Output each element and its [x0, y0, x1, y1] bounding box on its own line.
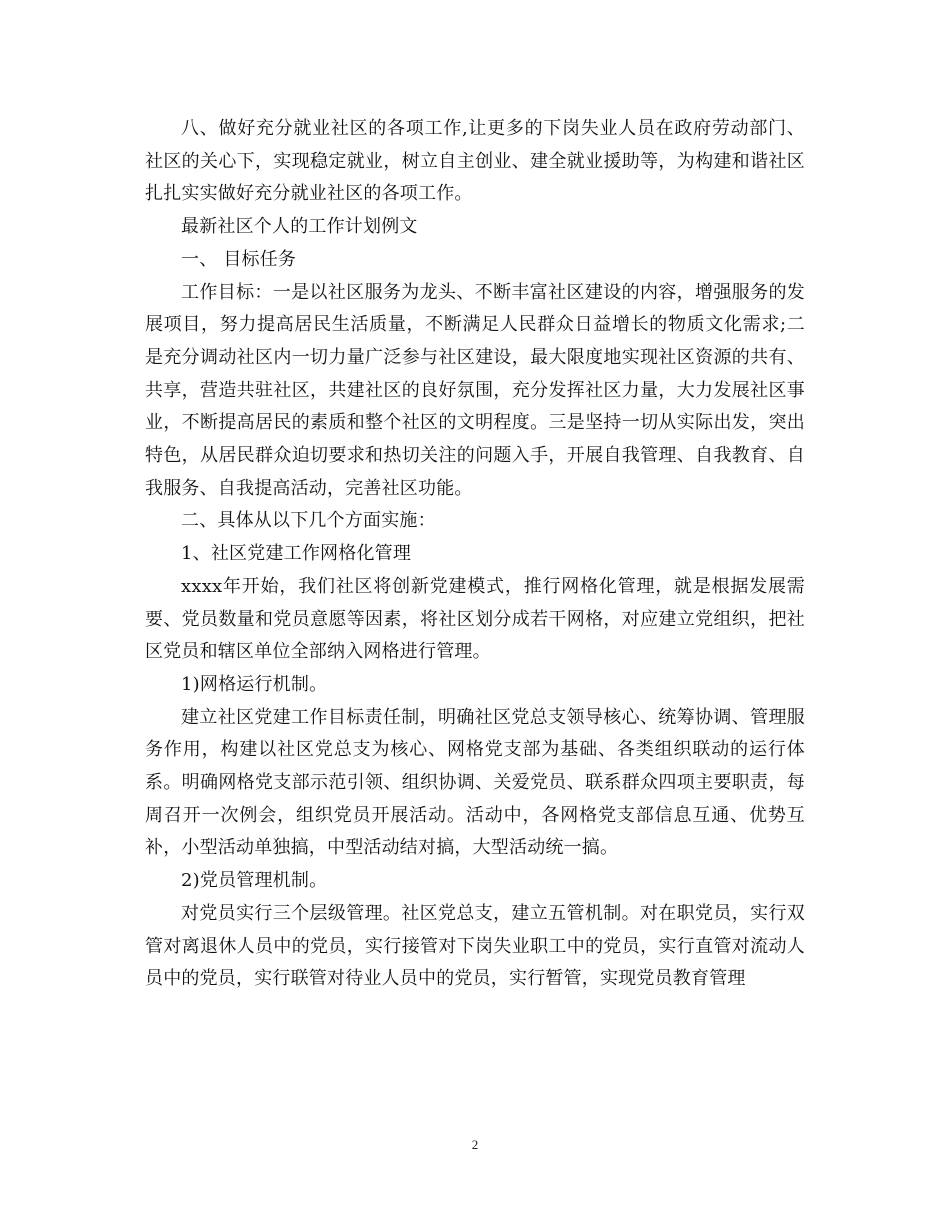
- paragraph-work-goals: 工作目标：一是以社区服务为龙头、不断丰富社区建设的内容，增强服务的发展项目，努力提高居民生活质量，不断满足人民群众日益增长的物质文化需求;二是充分调动社区内一切力量广泛参与社区建设，最大限度地实现社区资源的共有、共享，营造共驻社区，共建社区的良好氛围，充分发挥社区力量，大力发展社区事业，不断提高居民的素质和整个社区的文明程度。三是坚持一切从实际出发，突出特色，从居民群众迫切要求和热切关注的问题入手，开展自我管理、自我教育、自我服务、自我提高活动，完善社区功能。: [145, 281, 805, 499]
- paragraph-grid-management: xxxx年开始，我们社区将创新党建模式，推行网格化管理，就是根据发展需要、党员数量和党员意愿等因素，将社区划分成若干网格，对应建立党组织，把社区党员和辖区单位全部纳入网格进行管理。: [145, 575, 805, 663]
- heading-grid-mechanism: 1)网格运行机制。: [181, 673, 328, 695]
- heading-goal-tasks: 一、 目标任务: [181, 248, 297, 270]
- paragraph-grid-mechanism: 建立社区党建工作目标责任制，明确社区党总支领导核心、统筹协调、管理服务作用，构建以社区党总支为核心、网格党支部为基础、各类组织联动的运行体系。明确网格党支部示范引领、组织协调、关爱党员、联系群众四项主要职责，每周召开一次例会，组织党员开展活动。活动中，各网格党支部信息互通、优势互补，小型活动单独搞，中型活动结对搞，大型活动统一搞。: [145, 706, 805, 859]
- heading-member-management: 2)党员管理机制。: [181, 870, 328, 892]
- paragraph-plan-title: 最新社区个人的工作计划例文: [181, 216, 418, 238]
- paragraph-section-eight: 八、做好充分就业社区的各项工作,让更多的下岗失业人员在政府劳动部门、社区的关心下，实现稳定就业，树立自主创业、建全就业援助等，为构建和谐社区扎扎实实做好充分就业社区的各项工作。: [145, 118, 805, 205]
- document-body: [145, 113, 805, 996]
- heading-implementation: 二、具体从以下几个方面实施：: [181, 510, 436, 532]
- heading-grid-management: 1、社区党建工作网格化管理: [181, 543, 412, 565]
- paragraph-member-management: 对党员实行三个层级管理。社区党总支，建立五管机制。对在职党员，实行双管对离退休人员中的党员，实行接管对下岗失业职工中的党员，实行直管对流动人员中的党员，实行联管对待业人员中的党员，实行暂管，实现党员教育管理: [145, 902, 805, 990]
- page-number: 2: [471, 1137, 479, 1152]
